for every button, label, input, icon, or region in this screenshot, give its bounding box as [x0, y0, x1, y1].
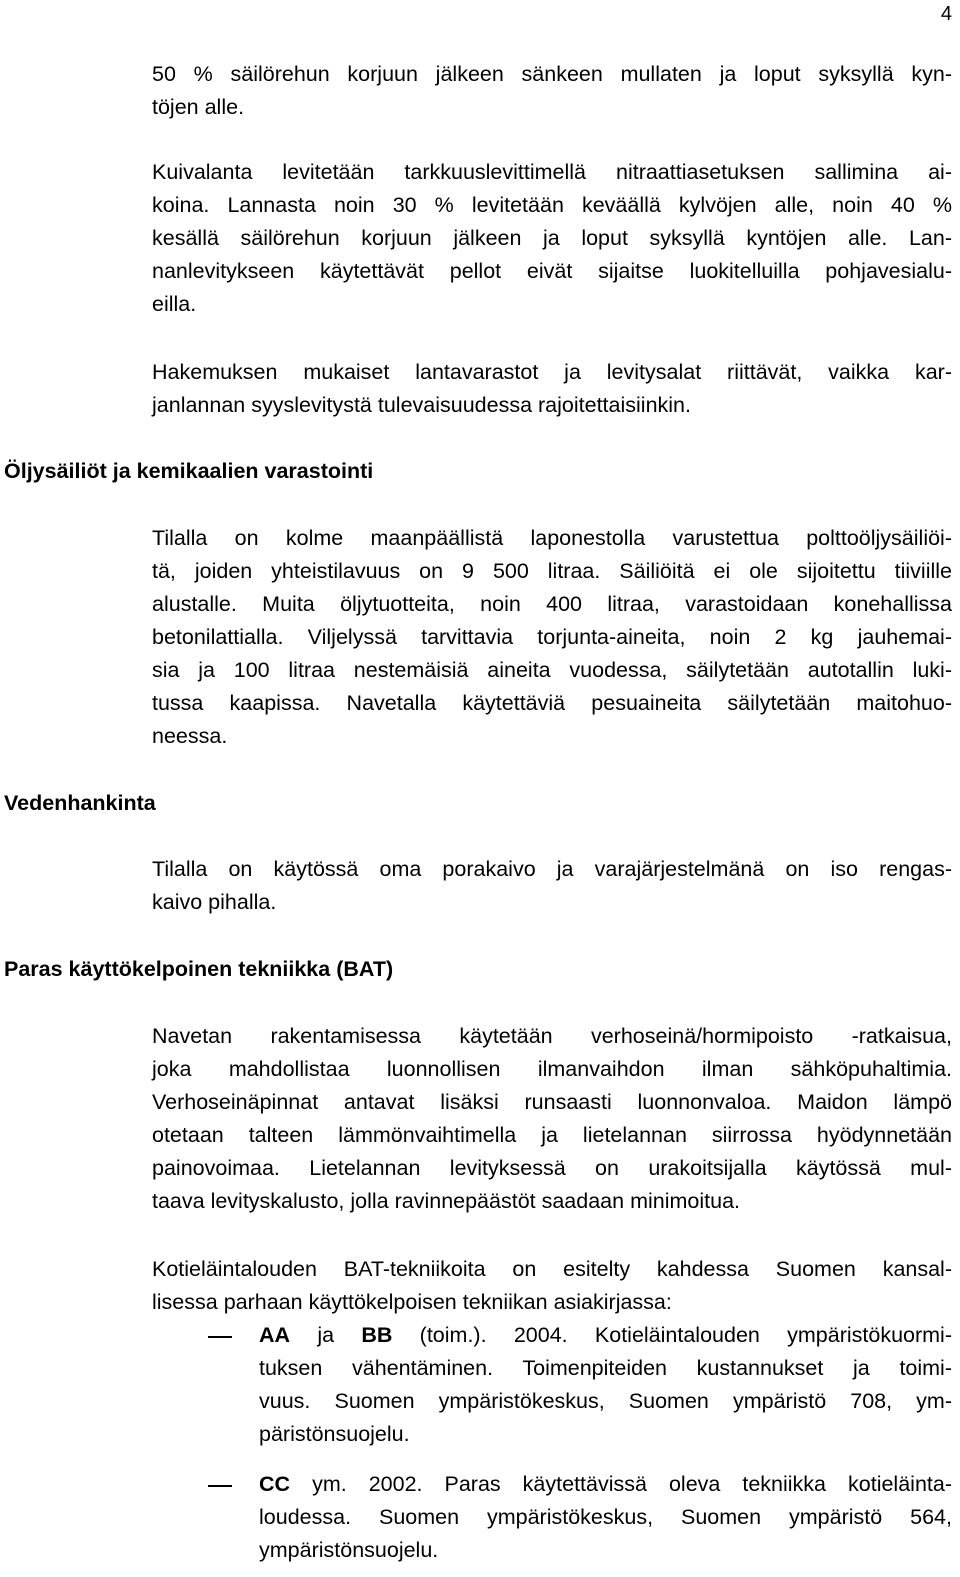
text-line: nanlevitykseen käytettävät pellot eivät sijaitse luokitelluilla pohjavesialu- — [152, 259, 952, 283]
reference-item — [259, 1319, 952, 1451]
text-line: otetaan talteen lämmönvaihtimella ja lietelannan siirrossa hyödynnetään — [152, 1123, 952, 1147]
text-line — [259, 1468, 952, 1501]
reference-text: ym. 2002. Paras käytettävissä oleva tekniikka kotieläinta- — [290, 1472, 952, 1496]
text-line: päristönsuojelu. — [259, 1422, 410, 1446]
text-line: vuus. Suomen ympäristökeskus, Suomen ympäristö 708, ym- — [259, 1389, 952, 1413]
text-line: eilla. — [152, 292, 197, 316]
reference-joiner: ja — [290, 1323, 362, 1347]
reference-author: BB — [361, 1323, 393, 1347]
text-line: loudessa. Suomen ympäristökeskus, Suomen ympäristö 564, — [259, 1505, 952, 1529]
text-line: kesällä säilörehun korjuun jälkeen ja loput syksyllä kyntöjen alle. Lan- — [152, 226, 952, 250]
text-line: Hakemuksen mukaiset lantavarastot ja levitysalat riittävät, vaikka kar- — [152, 360, 952, 384]
text-line: ympäristönsuojelu. — [259, 1538, 439, 1562]
list-dash-icon — [208, 1336, 232, 1338]
text-line: 50 % säilörehun korjuun jälkeen sänkeen mullaten ja loput syksyllä kyn- — [152, 62, 952, 86]
text-line: Kuivalanta levitetään tarkkuuslevittimellä nitraattiasetuksen sallimina ai- — [152, 160, 952, 184]
text-line: betonilattialla. Viljelyssä tarvittavia torjunta-aineita, noin 2 kg jauhemai- — [152, 625, 952, 649]
text-line: Verhoseinäpinnat antavat lisäksi runsaasti luonnonvaloa. Maidon lämpö — [152, 1090, 952, 1114]
paragraph-well — [152, 853, 952, 919]
text-line: taava levityskalusto, jolla ravinnepäästöt saadaan minimoitua. — [152, 1189, 740, 1213]
text-line: joka mahdollistaa luonnollisen ilmanvaihdon ilman sähköpuhaltimia. — [152, 1057, 952, 1081]
text-line: koina. Lannasta noin 30 % levitetään keväällä kylvöjen alle, noin 40 % — [152, 193, 952, 217]
text-line: Tilalla on kolme maanpäällistä laponestolla varustettua polttoöljysäiliöi- — [152, 526, 952, 550]
reference-author: AA — [259, 1323, 291, 1347]
text-line: painovoimaa. Lietelannan levityksessä on urakoitsijalla käytössä mul- — [152, 1156, 952, 1180]
text-line: tä, joiden yhteistilavuus on 9 500 litraa. Säiliöitä ei ole sijoitettu tiiviille — [152, 559, 952, 583]
paragraph-manure-timing-end — [152, 58, 952, 124]
text-line: kaivo pihalla. — [152, 890, 277, 914]
text-line: janlannan syyslevitystä tulevaisuudessa rajoitettaisiinkin. — [152, 393, 691, 417]
text-line: alustalle. Muita öljytuotteita, noin 400 litraa, varastoidaan konehallissa — [152, 592, 952, 616]
text-line: neessa. — [152, 724, 228, 748]
paragraph-bat-documents — [152, 1253, 952, 1319]
reference-item — [259, 1468, 952, 1567]
list-dash-icon — [208, 1485, 232, 1487]
heading-oil-chemicals: Öljysäiliöt ja kemikaalien varastointi — [4, 459, 374, 483]
heading-water-supply: Vedenhankinta — [4, 791, 156, 815]
text-line: Kotieläintalouden BAT-tekniikoita on esitelty kahdessa Suomen kansal- — [152, 1257, 952, 1281]
heading-bat: Paras käyttökelpoinen tekniikka (BAT) — [4, 957, 394, 981]
paragraph-barn-construction — [152, 1020, 952, 1218]
paragraph-dry-manure — [152, 156, 952, 321]
text-line: Navetan rakentamisessa käytetään verhoseinä/hormipoisto -ratkaisua, — [152, 1024, 952, 1048]
text-line: Tilalla on käytössä oma porakaivo ja varajärjestelmänä on iso rengas- — [152, 857, 952, 881]
text-line: tuksen vähentäminen. Toimenpiteiden kustannukset ja toimi- — [259, 1356, 952, 1380]
text-line: tussa kaapissa. Navetalla käytettäviä pesuaineita säilytetään maitohuo- — [152, 691, 952, 715]
text-line — [259, 1319, 952, 1352]
page-number: 4 — [940, 3, 952, 25]
text-line: sia ja 100 litraa nestemäisiä aineita vuodessa, säilytetään autotallin luki- — [152, 658, 952, 682]
paragraph-storage-sufficiency — [152, 356, 952, 422]
paragraph-oil-tanks — [152, 522, 952, 753]
text-line: töjen alle. — [152, 95, 245, 119]
text-line: lisessa parhaan käyttökelpoisen tekniikan asiakirjassa: — [152, 1290, 672, 1314]
reference-author: CC — [259, 1472, 291, 1496]
reference-text: (toim.). 2004. Kotieläintalouden ympäristökuormi- — [392, 1323, 952, 1347]
